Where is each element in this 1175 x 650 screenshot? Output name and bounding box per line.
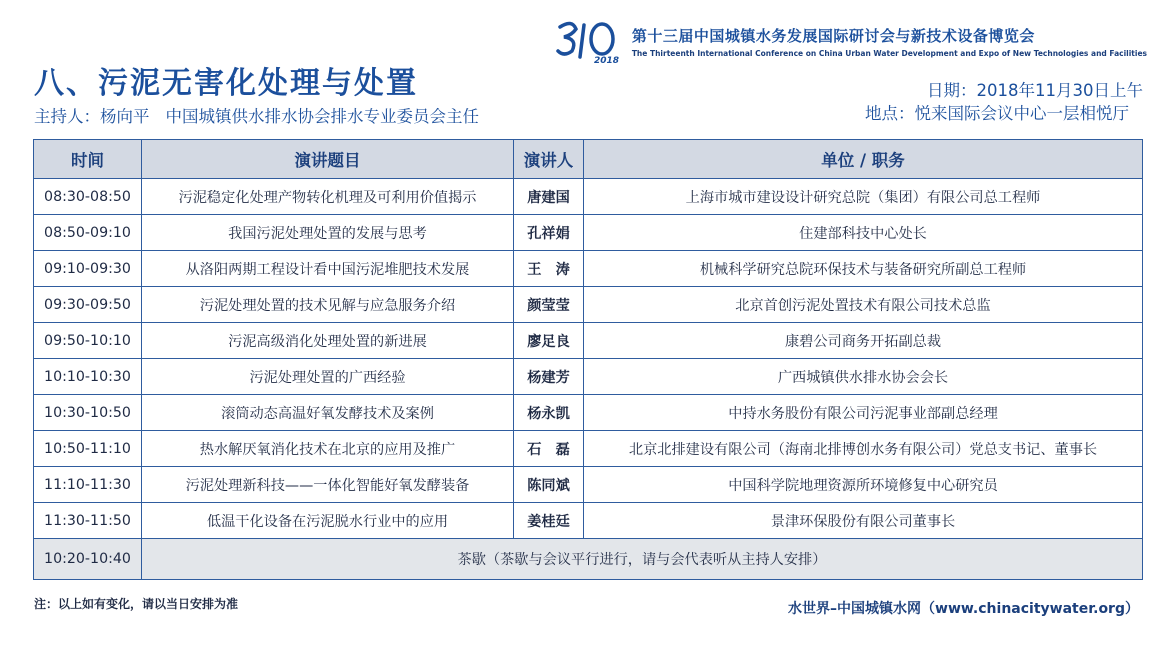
conference-logo xyxy=(554,17,624,65)
host-role: 中国城镇供水排水协会排水专业委员会主任 xyxy=(165,107,479,126)
conference-brand xyxy=(554,16,1147,66)
table-row xyxy=(34,179,1143,215)
cell-time: 10:30-10:50 xyxy=(34,395,142,431)
cell-organization: 机械科学研究总院环保技术与装备研究所副总工程师 xyxy=(584,251,1143,287)
cell-speaker: 杨永凯 xyxy=(514,395,584,431)
cell-time: 08:50-09:10 xyxy=(34,215,142,251)
table-row xyxy=(34,359,1143,395)
tea-break-row xyxy=(34,539,1143,580)
cell-organization: 广西城镇供水排水协会会长 xyxy=(584,359,1143,395)
cell-topic: 污泥处理处置的技术见解与应急服务介绍 xyxy=(142,287,514,323)
conference-title-cn: 第十三届中国城镇水务发展国际研讨会与新技术设备博览会 xyxy=(631,26,1035,45)
cell-time: 09:10-09:30 xyxy=(34,251,142,287)
cell-topic: 污泥稳定化处理产物转化机理及可利用价值揭示 xyxy=(142,179,514,215)
cell-speaker: 姜桂廷 xyxy=(514,503,584,539)
cell-time: 11:30-11:50 xyxy=(34,503,142,539)
cell-topic: 热水解厌氧消化技术在北京的应用及推广 xyxy=(142,431,514,467)
page-title: 八、污泥无害化处理与处置 xyxy=(34,66,418,101)
footnote: 注：以上如有变化，请以当日安排为准 xyxy=(34,597,239,611)
table-row xyxy=(34,503,1143,539)
cell-topic: 污泥处理新科技——一体化智能好氧发酵装备 xyxy=(142,467,514,503)
table-row xyxy=(34,251,1143,287)
cell-speaker: 王 涛 xyxy=(514,251,584,287)
cell-organization: 中持水务股份有限公司污泥事业部副总经理 xyxy=(584,395,1143,431)
session-date: 日期：2018年11月30日上午 xyxy=(927,81,1143,100)
cell-organization: 住建部科技中心处长 xyxy=(584,215,1143,251)
table-row xyxy=(34,467,1143,503)
cell-time: 11:10-11:30 xyxy=(34,467,142,503)
header-speaker: 演讲人 xyxy=(514,140,584,179)
cell-topic: 低温干化设备在污泥脱水行业中的应用 xyxy=(142,503,514,539)
table-row xyxy=(34,431,1143,467)
cell-organization: 康碧公司商务开拓副总裁 xyxy=(584,323,1143,359)
cell-speaker: 孔祥娟 xyxy=(514,215,584,251)
svg-text:2018: 2018 xyxy=(593,56,619,65)
cell-topic: 滚筒动态高温好氧发酵技术及案例 xyxy=(142,395,514,431)
schedule-table xyxy=(33,139,1143,580)
table-row xyxy=(34,287,1143,323)
cell-topic: 从洛阳两期工程设计看中国污泥堆肥技术发展 xyxy=(142,251,514,287)
conference-title-en: The Thirteenth International Conference on China Urban Water Development and Expo of New Technologies and Facilities xyxy=(631,48,1147,58)
footer-site-link[interactable]: 水世界–中国城镇水网（www.chinacitywater.org） xyxy=(788,601,1139,617)
host-name: 主持人：杨向平 xyxy=(34,107,150,126)
cell-speaker: 陈同斌 xyxy=(514,467,584,503)
cell-topic: 我国污泥处理处置的发展与思考 xyxy=(142,215,514,251)
cell-topic: 污泥处理处置的广西经验 xyxy=(142,359,514,395)
cell-organization: 景津环保股份有限公司董事长 xyxy=(584,503,1143,539)
session-venue: 地点：悦来国际会议中心一层相悦厅 xyxy=(865,104,1130,123)
cell-time: 10:50-11:10 xyxy=(34,431,142,467)
cell-time: 09:50-10:10 xyxy=(34,323,142,359)
header-organization: 单位 / 职务 xyxy=(584,140,1143,179)
header-topic: 演讲题目 xyxy=(142,140,514,179)
cell-speaker: 唐建国 xyxy=(514,179,584,215)
table-row xyxy=(34,395,1143,431)
break-time: 10:20-10:40 xyxy=(34,539,142,580)
host-line xyxy=(34,103,479,127)
header-time: 时间 xyxy=(34,140,142,179)
cell-speaker: 杨建芳 xyxy=(514,359,584,395)
table-row xyxy=(34,215,1143,251)
session-meta xyxy=(865,79,1143,125)
cell-speaker: 石 磊 xyxy=(514,431,584,467)
cell-time: 08:30-08:50 xyxy=(34,179,142,215)
table-row xyxy=(34,323,1143,359)
break-description: 茶歇（茶歇与会议平行进行，请与会代表听从主持人安排） xyxy=(142,539,1143,580)
cell-time: 10:10-10:30 xyxy=(34,359,142,395)
cell-organization: 中国科学院地理资源所环境修复中心研究员 xyxy=(584,467,1143,503)
cell-speaker: 颜莹莹 xyxy=(514,287,584,323)
cell-organization: 上海市城市建设设计研究总院（集团）有限公司总工程师 xyxy=(584,179,1143,215)
cell-time: 09:30-09:50 xyxy=(34,287,142,323)
cell-speaker: 廖足良 xyxy=(514,323,584,359)
cell-organization: 北京首创污泥处置技术有限公司技术总监 xyxy=(584,287,1143,323)
cell-organization: 北京北排建设有限公司（海南北排博创水务有限公司）党总支书记、董事长 xyxy=(584,431,1143,467)
cell-topic: 污泥高级消化处理处置的新进展 xyxy=(142,323,514,359)
table-header-row xyxy=(34,140,1143,179)
